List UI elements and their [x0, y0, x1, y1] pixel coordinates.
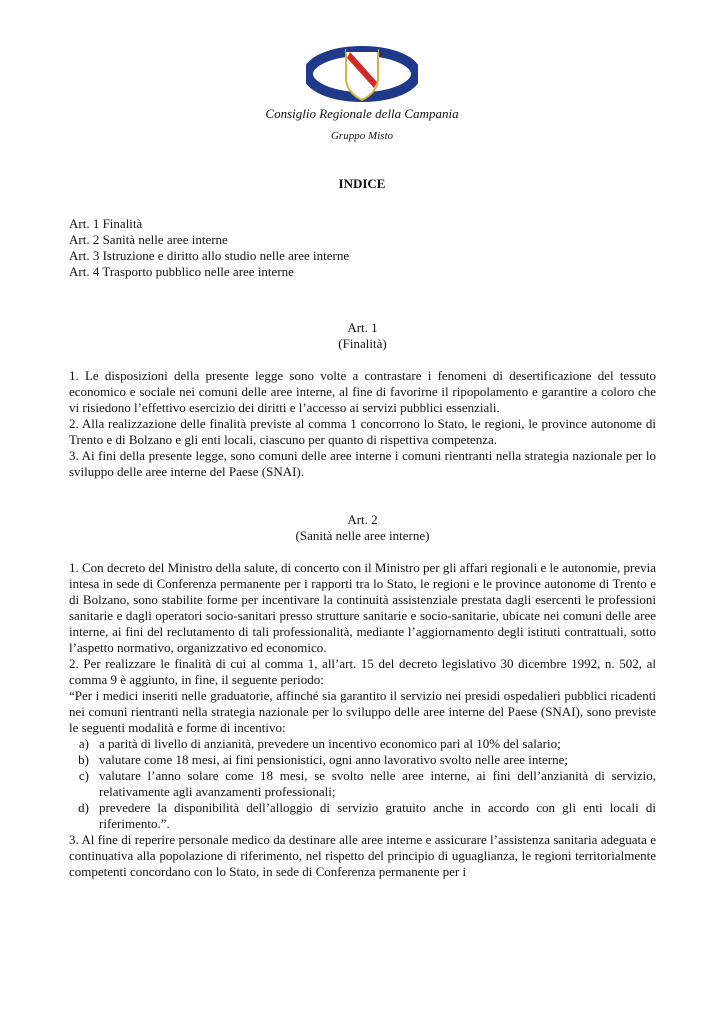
campania-region-logo-icon	[306, 44, 418, 106]
list-item	[69, 800, 656, 832]
art2-quote: “Per i medici inseriti nelle graduatorie, affinché sia garantito il servizio nei presidi ospedalieri pubblici ricadenti nei comuni rientranti nella strategia nazionale per lo sviluppo delle aree interne del Paese (SNAI), sono previste le seguenti modalità e forme di incentivo:	[69, 688, 656, 735]
list-item	[69, 752, 656, 768]
index-item: Art. 4 Trasporto pubblico nelle aree interne	[69, 264, 294, 279]
art2-title: (Sanità nelle aree interne)	[295, 528, 430, 543]
art2-paragraph: 2. Per realizzare le finalità di cui al comma 1, all’art. 15 del decreto legislativo 30 dicembre 1992, n. 502, al comma 9 è aggiunto, in fine, il seguente periodo:	[69, 656, 656, 687]
list-item-text: valutare l’anno solare come 18 mesi, se svolto nelle aree interne, ai fini dell’anzianità di servizio, relativamente agli avanzamenti professionali;	[99, 768, 656, 799]
index-title: INDICE	[338, 176, 386, 191]
institution-name: Consiglio Regionale della Campania	[265, 106, 459, 121]
list-item-text: a parità di livello di anzianità, prevedere un incentivo economico pari al 10% del salario;	[99, 736, 561, 751]
list-item-text: valutare come 18 mesi, ai fini pensionistici, ogni anno lavorativo svolto nelle aree interne;	[99, 752, 568, 767]
group-name: Gruppo Misto	[330, 130, 394, 142]
index-list	[69, 216, 656, 280]
art1-paragraph: 3. Ai fini della presente legge, sono comuni delle aree interne i comuni rientranti nella strategia nazionale per lo sviluppo delle aree interne del Paese (SNAI).	[69, 448, 656, 479]
list-item-label: b)	[78, 752, 89, 767]
art2-paragraph: 1. Con decreto del Ministro della salute, di concerto con il Ministro per gli affari regionali e le autonomie, previa intesa in sede di Conferenza permanente per i rapporti tra lo Stato, le regioni e le province autonome di Trento e di Bolzano, sono stabilite forme per incentivare la continuità assistenziale prestata dagli esercenti le professioni sanitarie e dagli operatori socio-sanitari presso strutture sanitarie e socio-sanitarie, ubicate nei comuni delle aree interne, ai fini del reclutamento di tali professionalità, mediante l’aggiornamento degli istituti contrattuali, sotto l’aspetto normativo, organizzativo ed economico.	[69, 560, 656, 655]
list-item-label: d)	[78, 800, 89, 815]
document-body	[69, 216, 656, 880]
index-item: Art. 1 Finalità	[69, 216, 143, 231]
art1-paragraph: 2. Alla realizzazione delle finalità previste al comma 1 concorrono lo Stato, le regioni, le province autonome di Trento e di Bolzano e gli enti locali, ciascuno per quanto di rispettiva competenza.	[69, 416, 656, 447]
list-item-label: c)	[78, 768, 89, 783]
list-item	[69, 736, 656, 752]
index-item: Art. 3 Istruzione e diritto allo studio nelle aree interne	[69, 248, 350, 263]
art1-title: (Finalità)	[338, 336, 387, 351]
list-item-text: prevedere la disponibilità dell’alloggio di servizio gratuito anche in accordo con gli enti locali di riferimento.”.	[99, 800, 656, 831]
list-item	[69, 768, 656, 800]
art2-number: Art. 2	[347, 512, 378, 527]
incentive-list	[69, 736, 656, 832]
index-item: Art. 2 Sanità nelle aree interne	[69, 232, 228, 247]
art1-paragraph: 1. Le disposizioni della presente legge sono volte a contrastare i fenomeni di desertificazione del tessuto economico e sociale nei comuni delle aree interne, al fine di favorirne il ripopolamento e garantire a coloro che vi risiedono l’effettivo esercizio dei diritti e l’accesso ai servizi pubblici essenziali.	[69, 368, 656, 415]
art1-number: Art. 1	[347, 320, 378, 335]
list-item-label: a)	[78, 736, 89, 751]
art2-paragraph: 3. Al fine di reperire personale medico da destinare alle aree interne e assicurare l’assistenza sanitaria adeguata e continuativa alla popolazione di riferimento, nel rispetto del principio di uguaglianza, le regioni territorialmente competenti concordano con lo Stato, in sede di Conferenza permanente per i	[69, 832, 656, 879]
